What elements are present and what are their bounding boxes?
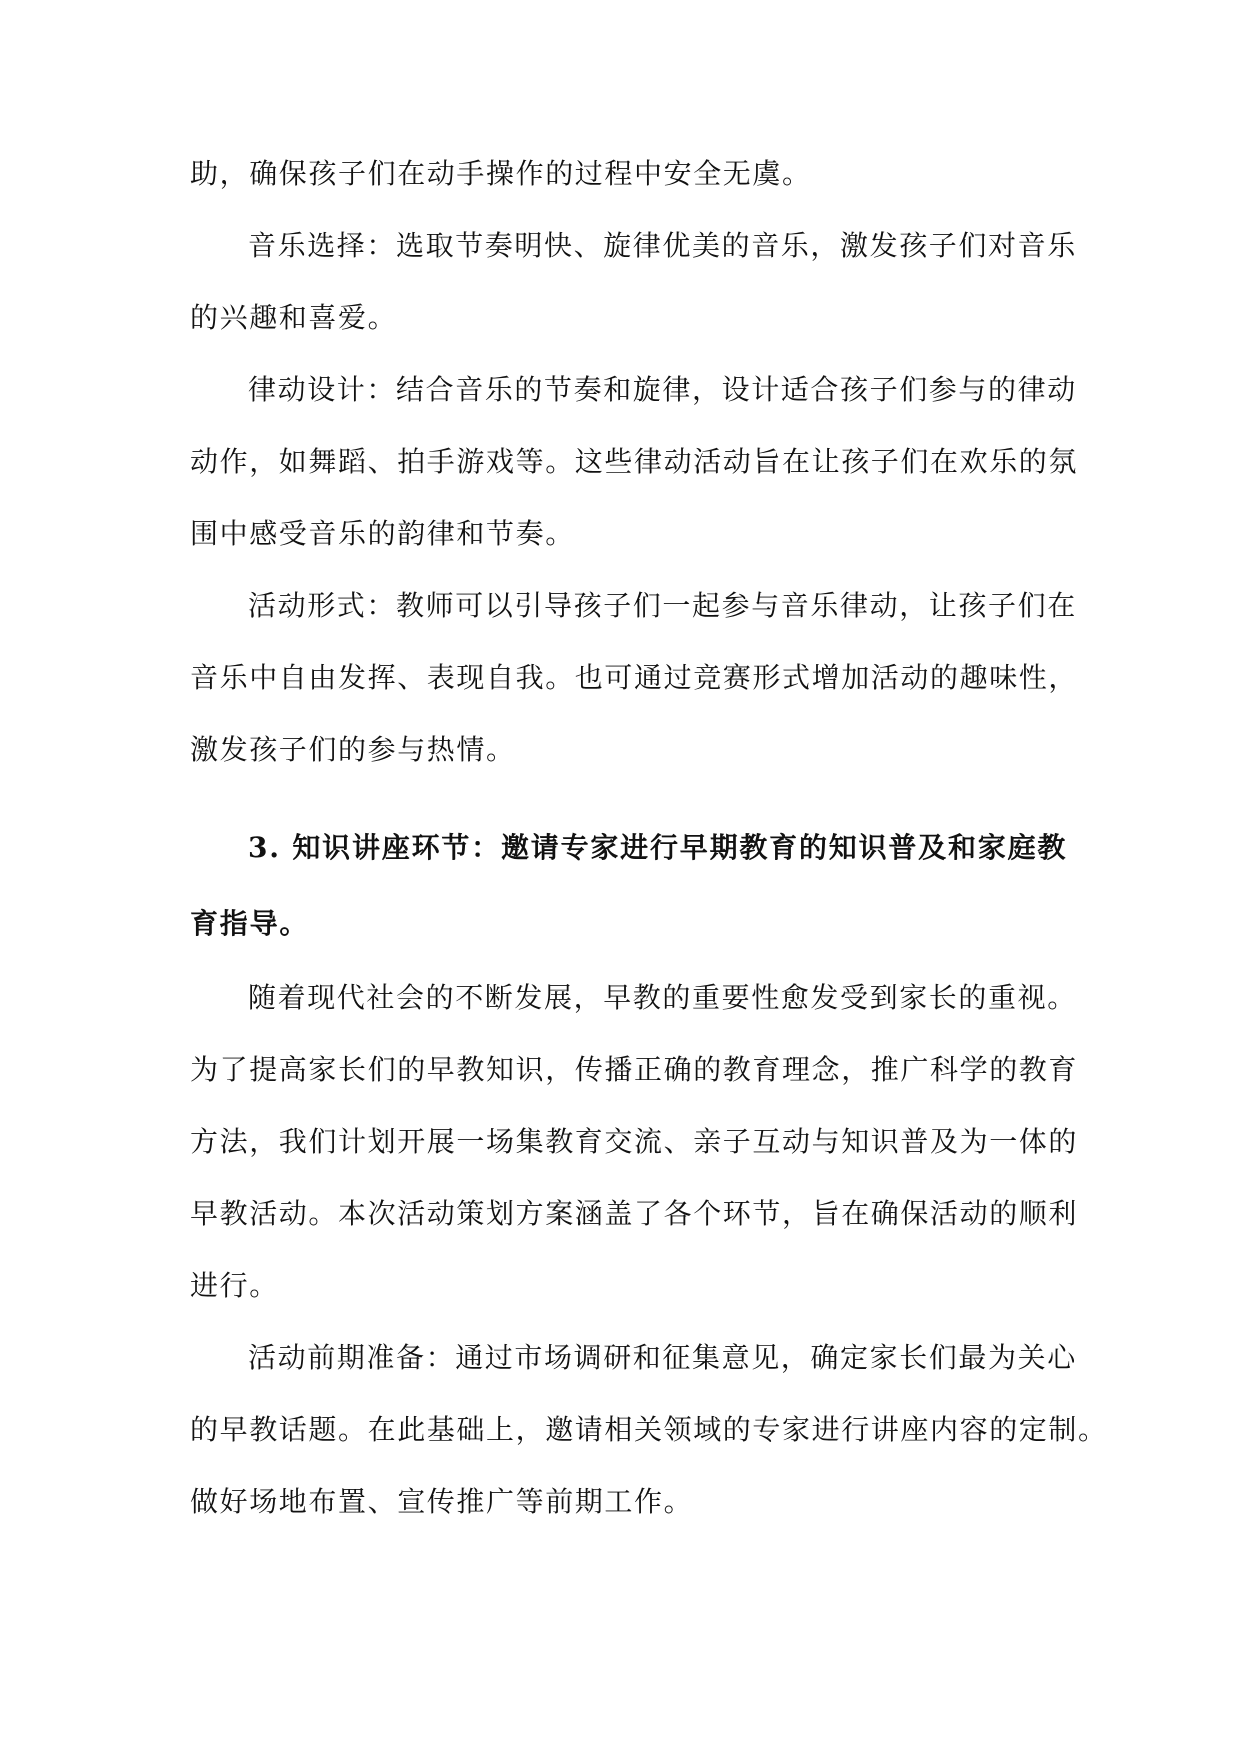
paragraph-line: 的早教话题。在此基础上，邀请相关领域的专家进行讲座内容的定制。 — [190, 1413, 1108, 1446]
section-heading: 育指导。 — [190, 907, 310, 940]
paragraph-line: 律动设计：结合音乐的节奏和旋律，设计适合孩子们参与的律动 — [248, 373, 1077, 406]
paragraph-line: 早教活动。本次活动策划方案涵盖了各个环节，旨在确保活动的顺利 — [190, 1197, 1079, 1230]
paragraph-line: 进行。 — [190, 1269, 279, 1302]
paragraph-line: 随着现代社会的不断发展，早教的重要性愈发受到家长的重视。 — [248, 981, 1077, 1014]
paragraph-line: 音乐选择：选取节奏明快、旋律优美的音乐，激发孩子们对音乐 — [248, 229, 1077, 262]
paragraph-line: 活动前期准备：通过市场调研和征集意见，确定家长们最为关心 — [248, 1341, 1077, 1374]
paragraph-line: 动作，如舞蹈、拍手游戏等。这些律动活动旨在让孩子们在欢乐的氛 — [190, 445, 1079, 478]
paragraph-line: 的兴趣和喜爱。 — [190, 301, 398, 334]
paragraph-line: 围中感受音乐的韵律和节奏。 — [190, 517, 575, 550]
paragraph-line: 助，确保孩子们在动手操作的过程中安全无虞。 — [190, 157, 812, 190]
paragraph-line: 活动形式：教师可以引导孩子们一起参与音乐律动，让孩子们在 — [248, 589, 1077, 622]
paragraph-line: 为了提高家长们的早教知识，传播正确的教育理念，推广科学的教育 — [190, 1053, 1079, 1086]
paragraph-line: 做好场地布置、宣传推广等前期工作。 — [190, 1485, 694, 1518]
paragraph-line: 音乐中自由发挥、表现自我。也可通过竞赛形式增加活动的趣味性， — [190, 661, 1079, 694]
paragraph-line: 方法，我们计划开展一场集教育交流、亲子互动与知识普及为一体的 — [190, 1125, 1079, 1158]
section-heading: 3. 知识讲座环节：邀请专家进行早期教育的知识普及和家庭教 — [248, 831, 1068, 864]
paragraph-line: 激发孩子们的参与热情。 — [190, 733, 516, 766]
